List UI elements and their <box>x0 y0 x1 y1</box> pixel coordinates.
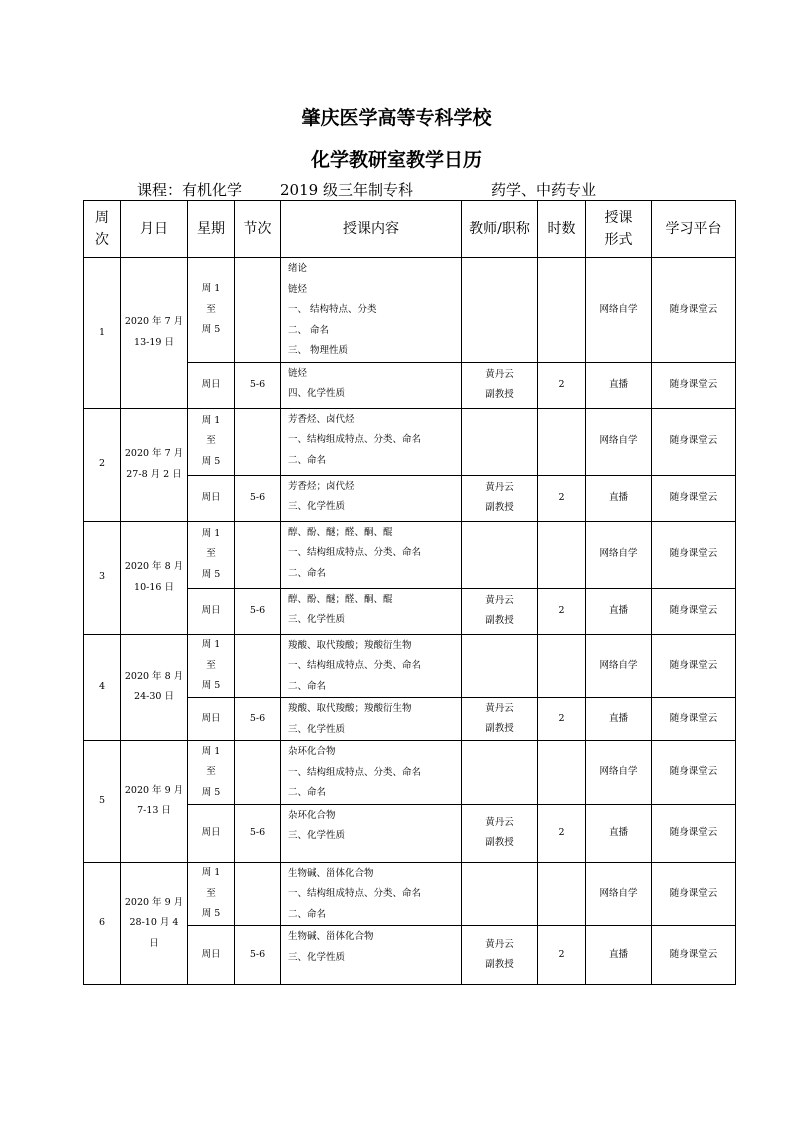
content-line: 三、化学性质 <box>288 723 346 735</box>
self-study-days <box>188 634 235 698</box>
live-content <box>281 926 462 985</box>
major-label: 药学、中药专业 <box>491 181 597 199</box>
content-line: 芳香烃；卤代烃 <box>288 480 355 492</box>
week-number: 5 <box>84 741 121 863</box>
content-line: 三、 物理性质 <box>288 345 349 356</box>
header-teacher: 教师/职称 <box>462 201 538 258</box>
content-line: 一、结构组成特点、分类、命名 <box>288 434 422 445</box>
teacher-line: 副教授 <box>485 837 514 848</box>
date-line: 2020 年 9 月 <box>124 784 184 796</box>
self-study-period <box>235 521 281 588</box>
live-period: 5-6 <box>235 926 281 985</box>
self-study-period <box>235 634 281 698</box>
date-line: 27-8 月 2 日 <box>126 468 182 480</box>
day-line: 周 1 <box>201 414 221 426</box>
self-study-hours <box>538 741 586 805</box>
week-date <box>121 862 188 985</box>
teacher-line: 黄丹云 <box>485 481 514 493</box>
header-week: 周 次 <box>84 201 121 258</box>
self-study-period <box>235 862 281 926</box>
live-form: 直播 <box>586 804 652 862</box>
content-line: 三、化学性质 <box>288 830 346 841</box>
self-study-platform: 随身课堂云 <box>652 258 736 363</box>
self-study-content <box>281 408 462 475</box>
live-platform: 随身课堂云 <box>652 588 736 634</box>
self-study-form: 网络自学 <box>586 258 652 363</box>
live-teacher <box>462 698 538 741</box>
day-line: 至 <box>206 887 216 899</box>
day-line: 至 <box>206 659 216 671</box>
live-teacher <box>462 926 538 985</box>
content-line: 芳香烃、卤代烃 <box>288 413 355 425</box>
self-study-content <box>281 258 462 363</box>
live-form: 直播 <box>586 588 652 634</box>
date-line: 7-13 日 <box>137 805 171 817</box>
day-line: 周 5 <box>201 786 221 798</box>
day-line: 至 <box>206 303 216 315</box>
content-line: 三、化学性质 <box>288 501 346 512</box>
week-date <box>121 521 188 634</box>
content-line: 三、化学性质 <box>288 951 346 963</box>
week-date <box>121 408 188 521</box>
live-content <box>281 475 462 521</box>
self-study-days <box>188 521 235 588</box>
self-study-form: 网络自学 <box>586 408 652 475</box>
self-study-platform: 随身课堂云 <box>652 634 736 698</box>
live-period: 5-6 <box>235 804 281 862</box>
content-line: 二、命名 <box>288 454 327 466</box>
day-line: 至 <box>206 435 216 447</box>
live-period: 5-6 <box>235 362 281 408</box>
page-title: 化学教研室教学日历 <box>310 149 482 171</box>
content-line: 杂环化合物 <box>288 746 336 757</box>
self-study-period <box>235 258 281 363</box>
content-line: 一、 结构特点、分类 <box>288 304 377 315</box>
course-info <box>137 180 596 200</box>
week-date <box>121 258 188 409</box>
teacher-line: 黄丹云 <box>485 816 514 828</box>
content-line: 一、结构组成特点、分类、命名 <box>288 660 422 671</box>
content-line: 醇、酚、醚；醛、酮、醌 <box>288 593 393 605</box>
day-line: 周 1 <box>201 639 221 650</box>
self-study-teacher <box>462 741 538 805</box>
date-line: 2020 年 7 月 <box>124 448 184 459</box>
self-study-hours <box>538 258 586 363</box>
self-study-hours <box>538 408 586 475</box>
live-content <box>281 362 462 408</box>
content-line: 四、化学性质 <box>288 388 346 399</box>
week-number: 1 <box>84 258 121 409</box>
teacher-line: 黄丹云 <box>485 702 514 714</box>
self-study-platform: 随身课堂云 <box>652 408 736 475</box>
content-line: 一、结构组成特点、分类、命名 <box>288 547 422 558</box>
day-line: 周 5 <box>201 568 221 580</box>
self-study-period <box>235 741 281 805</box>
table-row <box>84 634 736 698</box>
live-period: 5-6 <box>235 698 281 741</box>
header-hours: 时数 <box>538 201 586 258</box>
header-platform: 学习平台 <box>652 201 736 258</box>
week-number: 4 <box>84 634 121 741</box>
content-line: 羧酸、取代羧酸；羧酸衍生物 <box>288 703 412 714</box>
self-study-hours <box>538 862 586 926</box>
live-hours: 2 <box>538 698 586 741</box>
day-line: 至 <box>206 548 216 560</box>
live-platform: 随身课堂云 <box>652 926 736 985</box>
week-number: 2 <box>84 408 121 521</box>
date-line: 2020 年 9 月 <box>124 896 184 908</box>
self-study-days <box>188 741 235 805</box>
header-date: 月日 <box>121 201 188 258</box>
self-study-content <box>281 741 462 805</box>
live-hours: 2 <box>538 926 586 985</box>
live-platform: 随身课堂云 <box>652 475 736 521</box>
content-line: 杂环化合物 <box>288 809 336 821</box>
live-platform: 随身课堂云 <box>652 804 736 862</box>
self-study-platform: 随身课堂云 <box>652 862 736 926</box>
day-line: 周 1 <box>201 867 221 878</box>
live-teacher <box>462 588 538 634</box>
table-row <box>84 521 736 588</box>
live-form: 直播 <box>586 698 652 741</box>
date-line: 24-30 日 <box>134 691 174 703</box>
content-line: 链烃 <box>288 283 308 295</box>
self-study-form: 网络自学 <box>586 521 652 588</box>
teacher-line: 黄丹云 <box>485 368 514 380</box>
live-form: 直播 <box>586 475 652 521</box>
day-line: 周 1 <box>201 283 221 294</box>
self-study-hours <box>538 634 586 698</box>
live-hours: 2 <box>538 804 586 862</box>
day-line: 周 1 <box>201 745 221 757</box>
week-number: 3 <box>84 521 121 634</box>
teacher-line: 副教授 <box>485 615 514 626</box>
live-content <box>281 588 462 634</box>
header-period: 节次 <box>235 201 281 258</box>
live-content <box>281 698 462 741</box>
live-hours: 2 <box>538 475 586 521</box>
self-study-teacher <box>462 408 538 475</box>
content-line: 二、 命名 <box>288 324 330 336</box>
content-line: 二、命名 <box>288 908 327 920</box>
self-study-form: 网络自学 <box>586 634 652 698</box>
live-period: 5-6 <box>235 475 281 521</box>
week-date <box>121 741 188 863</box>
content-line: 羧酸、取代羧酸；羧酸衍生物 <box>288 639 412 651</box>
content-line: 二、命名 <box>288 567 327 579</box>
content-line: 一、结构组成特点、分类、命名 <box>288 888 422 899</box>
table-row <box>84 741 736 805</box>
self-study-platform: 随身课堂云 <box>652 521 736 588</box>
self-study-teacher <box>462 258 538 363</box>
date-line: 10-16 日 <box>134 581 174 593</box>
date-line: 2020 年 7 月 <box>124 316 184 328</box>
content-line: 三、化学性质 <box>288 614 346 625</box>
teacher-line: 黄丹云 <box>485 938 514 950</box>
day-line: 周 5 <box>201 680 221 691</box>
table-row <box>84 258 736 363</box>
self-study-period <box>235 408 281 475</box>
table-row <box>84 408 736 475</box>
teaching-calendar-table <box>83 200 736 985</box>
teacher-line: 副教授 <box>485 502 514 513</box>
day-line: 周 5 <box>201 324 221 335</box>
self-study-teacher <box>462 521 538 588</box>
live-day: 周日 <box>188 588 235 634</box>
self-study-days <box>188 862 235 926</box>
live-day: 周日 <box>188 698 235 741</box>
self-study-days <box>188 258 235 363</box>
self-study-form: 网络自学 <box>586 741 652 805</box>
live-hours: 2 <box>538 362 586 408</box>
live-period: 5-6 <box>235 588 281 634</box>
live-teacher <box>462 804 538 862</box>
content-line: 醇、酚、醚；醛、酮、醌 <box>288 526 393 538</box>
content-line: 一、结构组成特点、分类、命名 <box>288 766 422 778</box>
header-form: 授课 形式 <box>586 201 652 258</box>
live-day: 周日 <box>188 362 235 408</box>
day-line: 周 5 <box>201 908 221 919</box>
date-line: 28-10 月 4 <box>129 917 179 928</box>
content-line: 链烃 <box>288 367 308 379</box>
live-form: 直播 <box>586 926 652 985</box>
live-content <box>281 804 462 862</box>
content-line: 绪论 <box>288 263 308 274</box>
live-day: 周日 <box>188 804 235 862</box>
table-row <box>84 862 736 926</box>
self-study-content <box>281 862 462 926</box>
header-weekday: 星期 <box>188 201 235 258</box>
live-platform: 随身课堂云 <box>652 698 736 741</box>
school-name: 肇庆医学高等专科学校 <box>301 107 492 129</box>
live-form: 直播 <box>586 362 652 408</box>
day-line: 至 <box>206 766 216 777</box>
date-line: 2020 年 8 月 <box>124 670 184 682</box>
self-study-teacher <box>462 634 538 698</box>
teacher-line: 黄丹云 <box>485 594 514 606</box>
teacher-line: 副教授 <box>485 959 514 970</box>
date-line: 2020 年 8 月 <box>124 561 184 572</box>
live-teacher <box>462 362 538 408</box>
grade-label: 2019 级三年制专科 <box>280 181 413 199</box>
week-date <box>121 634 188 741</box>
self-study-platform: 随身课堂云 <box>652 741 736 805</box>
self-study-content <box>281 521 462 588</box>
content-line: 生物碱、甾体化合物 <box>288 931 374 942</box>
content-line: 二、命名 <box>288 680 327 692</box>
self-study-form: 网络自学 <box>586 862 652 926</box>
self-study-days <box>188 408 235 475</box>
live-teacher <box>462 475 538 521</box>
day-line: 周 5 <box>201 455 221 467</box>
week-number: 6 <box>84 862 121 985</box>
date-line: 13-19 日 <box>134 336 174 348</box>
live-day: 周日 <box>188 475 235 521</box>
day-line: 周 1 <box>201 527 221 539</box>
content-line: 二、命名 <box>288 787 327 798</box>
self-study-content <box>281 634 462 698</box>
teacher-line: 副教授 <box>485 389 514 400</box>
self-study-hours <box>538 521 586 588</box>
content-line: 生物碱、甾体化合物 <box>288 867 374 879</box>
course-name: 课程：有机化学 <box>137 181 243 199</box>
header-content: 授课内容 <box>281 201 462 258</box>
live-platform: 随身课堂云 <box>652 362 736 408</box>
table-header-row <box>84 201 736 258</box>
teacher-line: 副教授 <box>485 723 514 734</box>
date-line: 日 <box>149 937 159 949</box>
live-day: 周日 <box>188 926 235 985</box>
live-hours: 2 <box>538 588 586 634</box>
self-study-teacher <box>462 862 538 926</box>
